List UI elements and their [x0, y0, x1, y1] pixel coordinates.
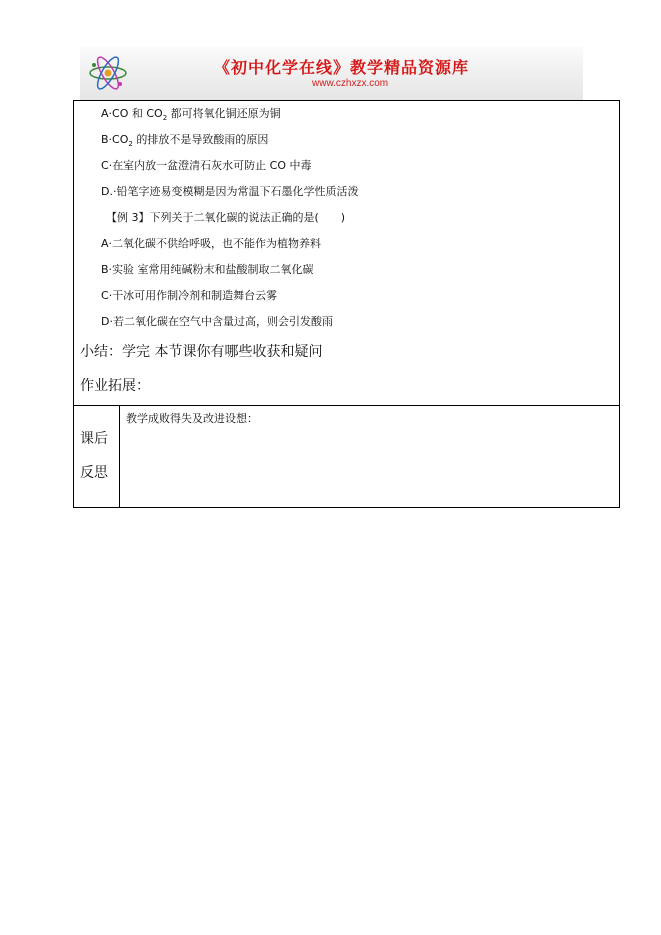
table-right-border	[619, 100, 620, 508]
example3-option-c: C·干冰可用作制冷剂和制造舞台云雾	[101, 289, 278, 302]
banner-title: 《初中化学在线》教学精品资源库	[214, 58, 470, 77]
table-top-border	[73, 100, 620, 101]
reflection-label-line2: 反思	[80, 465, 108, 481]
header-banner	[80, 47, 583, 100]
reflection-label-line1: 课后	[80, 431, 108, 447]
example3-option-a: A·二氧化碳不供给呼吸，也不能作为植物养料	[101, 237, 322, 250]
table-column-divider	[119, 405, 120, 508]
option-c: C·在室内放一盆澄清石灰水可防止 CO 中毒	[101, 159, 312, 172]
reflection-content: 教学成败得失及改进设想：	[126, 412, 258, 425]
example3-option-d: D·若二氧化碳在空气中含量过高，则会引发酸雨	[101, 315, 333, 328]
table-row-divider	[73, 405, 620, 406]
option-b: $B\cdot CO_2$ 的排放不是导致酸雨的原因	[101, 133, 269, 149]
banner-url[interactable]: www.czhxzx.com	[312, 78, 389, 89]
example3-option-b: B·实验 室常用纯碱粉末和盐酸制取二氧化碳	[101, 263, 314, 276]
table-left-border	[73, 100, 74, 508]
homework-text: 作业拓展：	[80, 378, 150, 394]
example3-question: 【例 3】下列关于二氧化碳的说法正确的是( )	[106, 211, 346, 224]
atom-logo-icon	[86, 51, 130, 95]
option-a: A·CO 和 $CO_2$ 都可将氧化铜还原为铜	[101, 107, 281, 123]
option-d: D.·铅笔字迹易变模糊是因为常温下石墨化学性质活泼	[101, 185, 359, 198]
table-bottom-border	[73, 507, 620, 508]
summary-text: 小结：学完 本节课你有哪些收获和疑问	[80, 344, 323, 360]
